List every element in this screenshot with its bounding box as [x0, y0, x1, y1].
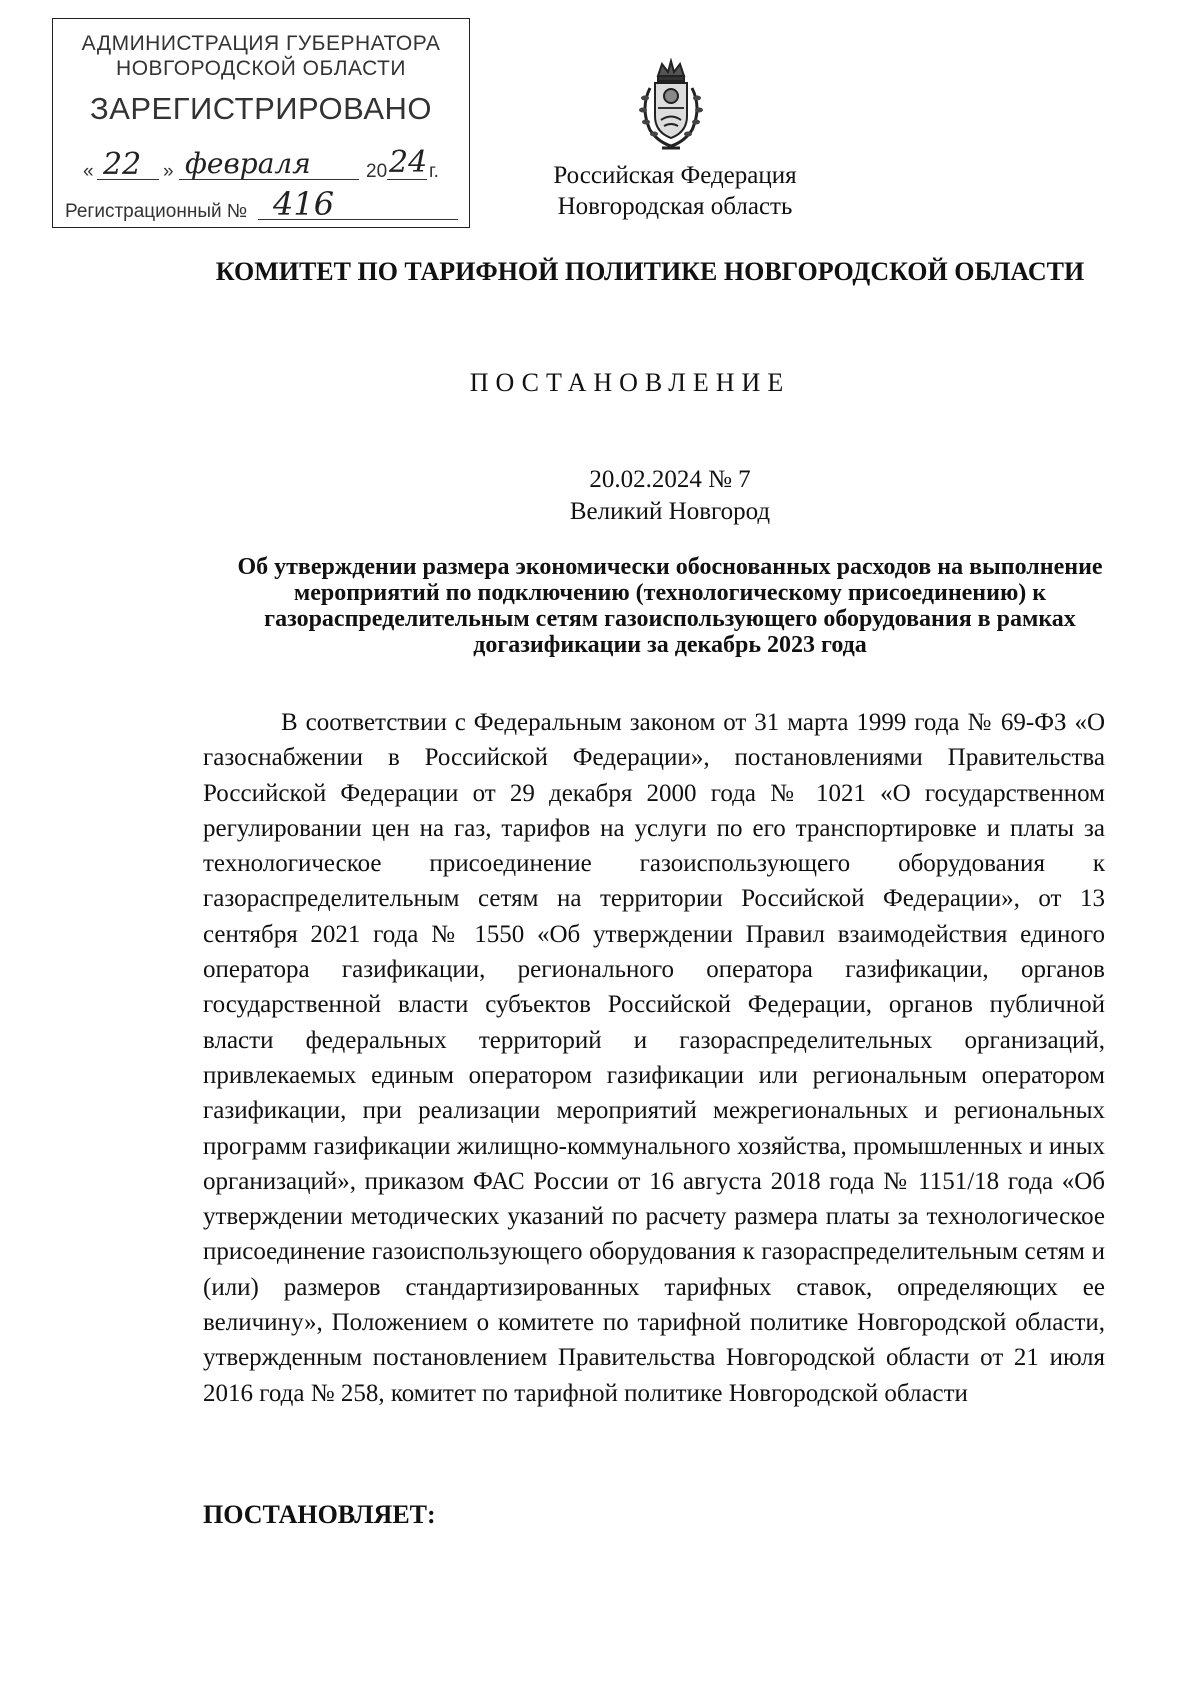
country-name: Российская Федерация — [553, 162, 797, 189]
stamp-registered-label: ЗАРЕГИСТРИРОВАНО — [89, 91, 432, 126]
registration-stamp — [52, 18, 470, 228]
novgorod-coat-of-arms-icon — [628, 58, 714, 156]
stamp-org-line1: АДМИНИСТРАЦИЯ ГУБЕРНАТОРА — [81, 32, 441, 55]
region-name: Новгородская область — [557, 193, 793, 220]
stamp-number-label: Регистрационный № — [65, 201, 248, 222]
country-region-heading — [535, 160, 815, 222]
committee-name: КОМИТЕТ ПО ТАРИФНОЙ ПОЛИТИКЕ НОВГОРОДСКОЙ ОБЛАСТИ — [215, 257, 1085, 286]
stamp-org-line2: НОВГОРОДСКОЙ ОБЛАСТИ — [116, 57, 406, 80]
stamp-date-row: « 22 » февраля 20 24 г. — [83, 145, 439, 182]
document-body — [203, 705, 1105, 1411]
stamp-year-suffix: 24 — [389, 145, 428, 180]
document-date-number: 20.02.2024 № 7 — [589, 466, 751, 493]
stamp-year-end: г. — [429, 161, 439, 182]
decision-heading: ПОСТАНОВЛЯЕТ: — [203, 1500, 436, 1529]
stamp-day: 22 — [103, 147, 142, 182]
stamp-month: февраля — [185, 147, 311, 180]
body-paragraph: В соответствии с Федеральным законом от 31 марта 1999 года № 69-ФЗ «О газоснабжении в Российской Федерации», постановлениями Правительства Российской Федерации от 29 декабря 2000 года № 1021 «О государственном регулировании цен на газ, тарифов на услуги по его транспортировке и платы за технологическое присоединение газоиспользующего оборудования к газораспределительным сетям на территории Российской Федерации», от 13 сентября 2021 года № 1550 «Об утверждении Правил взаимодействия единого оператора газификации, регионального оператора газификации, органов государственной власти субъектов Российской Федерации, органов публичной власти федеральных территорий и газораспределительных организаций, привлекаемых единым оператором газификации или региональным оператором газификации, при реализации мероприятий межрегиональных и региональных программ газификации жилищно-коммунального хозяйства, промышленных и иных организаций», приказом ФАС России от 16 августа 2018 года № 1151/18 года «Об утверждении методических указаний по расчету размера платы за технологическое присоединение газоиспользующего оборудования к газораспределительным сетям и (или) размеров стандартизированных тарифных ставок, определяющих ее величину», Положением о комитете по тарифной политике Новгородской области, утвержденным постановлением Правительства Новгородской области от 21 июля 2016 года № 258, комитет по тарифной политике Новгородской области — [203, 709, 1105, 1407]
document-city: Великий Новгород — [569, 498, 771, 525]
stamp-year-prefix: 20 — [366, 161, 388, 182]
stamp-number-row — [65, 201, 247, 223]
stamp-organization — [53, 31, 469, 81]
stamp-number: 416 — [273, 185, 335, 223]
document-type: ПОСТАНОВЛЕНИЕ — [469, 368, 791, 397]
document-title: Об утверждении размера экономически обоснованных расходов на выполнение мероприятий по подключению (технологическому присоединению) к газораспределительным сетям газоиспользующего оборудования в рамках догазификации за декабрь 2023 года — [237, 554, 1103, 658]
